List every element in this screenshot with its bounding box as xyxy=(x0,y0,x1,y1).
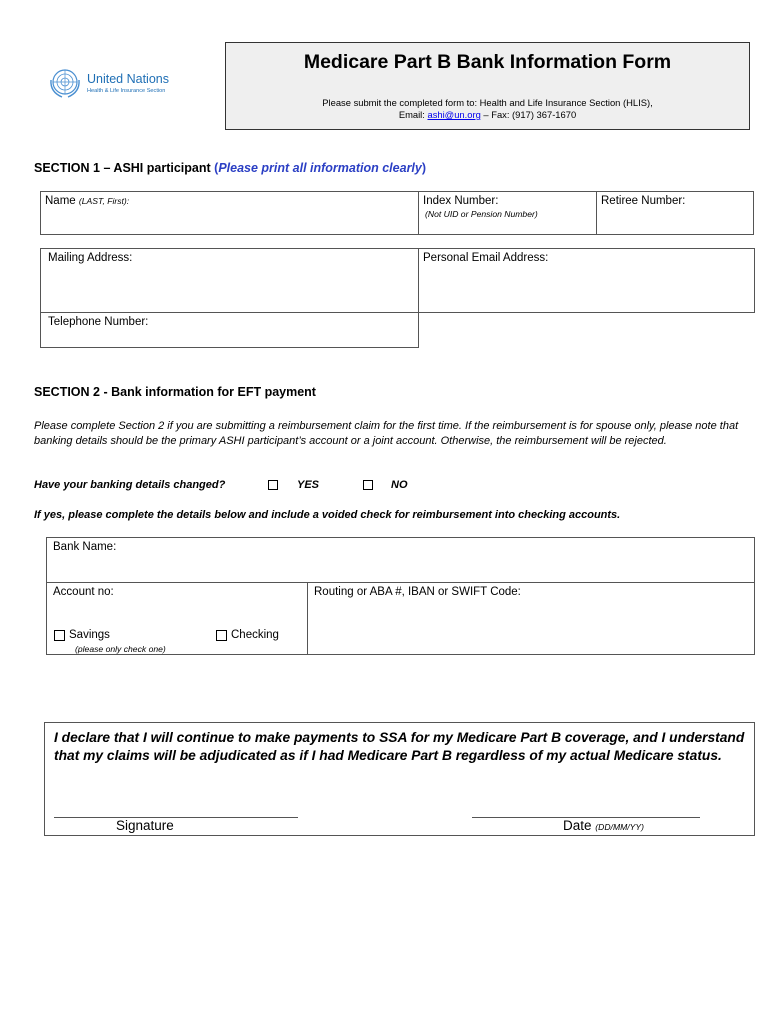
banking-changed-question: Have your banking details changed? xyxy=(34,479,226,491)
bank-name-label: Bank Name: xyxy=(53,541,117,553)
telephone-label: Telephone Number: xyxy=(48,316,149,328)
routing-code-label: Routing or ABA #, IBAN or SWIFT Code: xyxy=(314,586,521,598)
personal-email-field[interactable] xyxy=(418,248,755,313)
contact-line xyxy=(226,109,749,120)
savings-label: Savings xyxy=(69,629,110,641)
personal-email-label: Personal Email Address: xyxy=(423,252,549,264)
bank-name-field[interactable] xyxy=(46,537,755,583)
date-label: Date xyxy=(563,818,596,833)
name-hint: (LAST, First): xyxy=(78,196,130,206)
mailing-address-label: Mailing Address: xyxy=(48,252,133,264)
date-label-wrap xyxy=(563,818,644,833)
un-emblem-icon xyxy=(48,66,82,100)
section1-title-main: SECTION 1 – ASHI participant xyxy=(34,161,215,175)
un-logo xyxy=(48,66,178,102)
fax-text: – Fax: (917) 367-1670 xyxy=(480,109,577,120)
no-checkbox[interactable] xyxy=(363,480,373,490)
declaration-text: I declare that I will continue to make payments to SSA for my Medicare Part B coverage, and I understand that my claims will be adjudicated as if I had Medicare Part B regardless of my actual Medicare status. xyxy=(54,730,745,763)
index-number-label: Index Number: xyxy=(423,195,499,207)
checking-checkbox[interactable] xyxy=(216,630,227,641)
date-hint: (DD/MM/YY) xyxy=(595,822,644,832)
account-number-field[interactable] xyxy=(46,582,308,655)
signature-line[interactable] xyxy=(54,817,298,818)
name-field[interactable] xyxy=(40,191,419,235)
declaration-box xyxy=(44,722,755,836)
retiree-number-label: Retiree Number: xyxy=(601,195,686,207)
section1-title-note: Please print all information clearly xyxy=(218,161,422,175)
email-link[interactable]: ashi@un.org xyxy=(427,109,481,120)
submit-instructions: Please submit the completed form to: Health and Life Insurance Section (HLIS), xyxy=(322,97,653,108)
section2-title: SECTION 2 - Bank information for EFT payment xyxy=(34,385,316,399)
index-number-hint: (Not UID or Pension Number) xyxy=(425,209,538,219)
form-title: Medicare Part B Bank Information Form xyxy=(303,51,672,73)
yes-checkbox[interactable] xyxy=(268,480,278,490)
account-number-label: Account no: xyxy=(53,586,114,598)
header-box xyxy=(225,42,750,130)
yes-label: YES xyxy=(297,479,320,491)
name-label-wrap xyxy=(45,195,129,207)
logo-org-name: United Nations xyxy=(87,72,169,86)
if-yes-instructions: If yes, please complete the details below and include a voided check for reimbursement into checking accounts. xyxy=(34,509,621,521)
no-label: NO xyxy=(391,479,408,491)
savings-checkbox[interactable] xyxy=(54,630,65,641)
name-label: Name xyxy=(45,195,79,207)
section1-title-open: ( xyxy=(214,161,219,175)
section1-title xyxy=(34,161,426,175)
routing-code-field[interactable] xyxy=(307,582,755,655)
check-one-note: (please only check one) xyxy=(75,644,166,654)
telephone-field[interactable] xyxy=(40,312,419,348)
section1-title-close: ) xyxy=(421,161,427,175)
checking-label: Checking xyxy=(231,629,279,641)
signature-label: Signature xyxy=(116,818,174,833)
section2-instructions: Please complete Section 2 if you are submitting a reimbursement claim for the first time. If the reimbursement is for spouse only, please note that banking details should be the primary ASHI participant’s account or a joint account. Otherwise, the reimbursement will be rejected. xyxy=(34,420,739,447)
logo-sub-name: Health & Life Insurance Section xyxy=(87,88,166,94)
mailing-address-field[interactable] xyxy=(40,248,419,313)
index-number-field[interactable] xyxy=(418,191,597,235)
email-prefix: Email: xyxy=(398,109,428,120)
retiree-number-field[interactable] xyxy=(596,191,754,235)
